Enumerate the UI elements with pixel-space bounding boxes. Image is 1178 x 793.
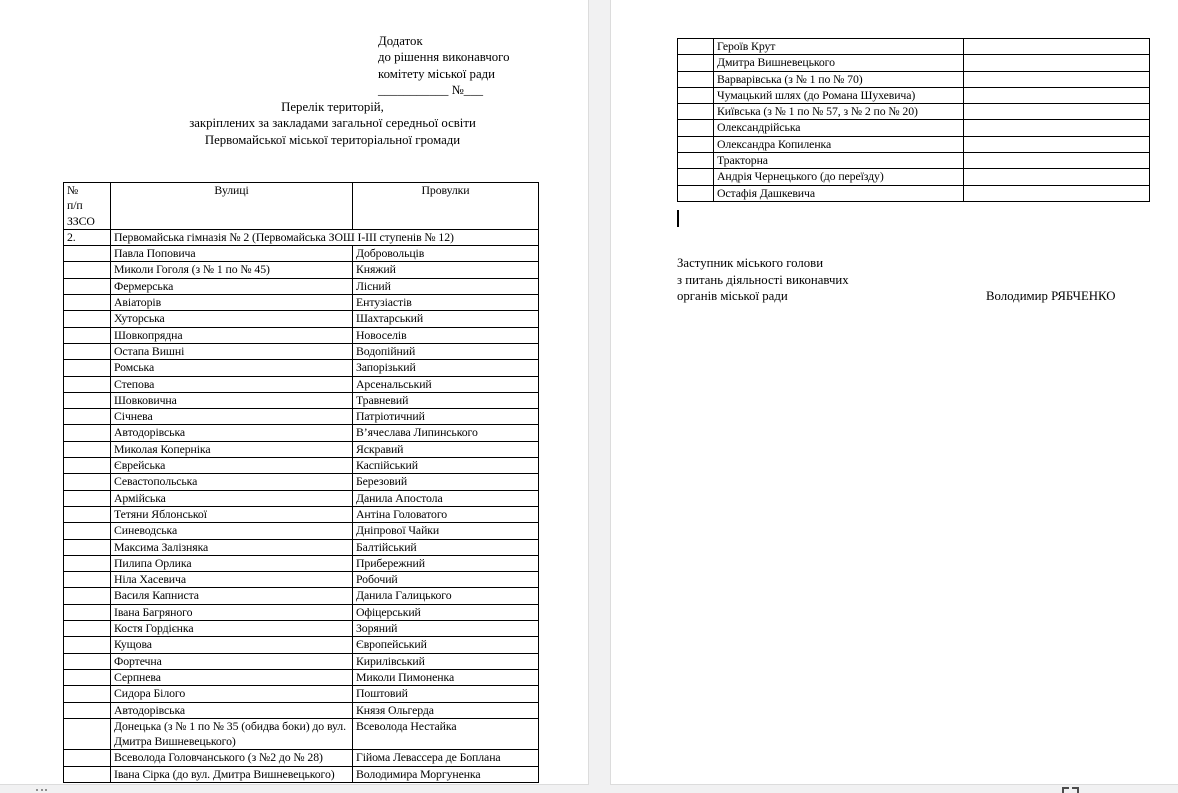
table-header-row bbox=[64, 183, 539, 230]
cell-lane[interactable]: Ентузіастів bbox=[353, 295, 539, 311]
cell-lane[interactable]: Кирилівський bbox=[353, 653, 539, 669]
cell-lane[interactable]: Патріотичний bbox=[353, 409, 539, 425]
cell-lane[interactable]: Гійома Левассера де Боплана bbox=[353, 750, 539, 766]
cell-empty[interactable] bbox=[964, 120, 1150, 136]
cell-empty[interactable] bbox=[64, 376, 111, 392]
table-row bbox=[64, 750, 539, 766]
table-row bbox=[64, 246, 539, 262]
cell-street[interactable]: Фортечна bbox=[111, 653, 353, 669]
cell-empty[interactable] bbox=[678, 169, 714, 185]
cell-street[interactable]: Кущова bbox=[111, 637, 353, 653]
cell-street[interactable]: Фермерська bbox=[111, 278, 353, 294]
cell-empty[interactable] bbox=[64, 621, 111, 637]
cell-street[interactable]: Сидора Білого bbox=[111, 686, 353, 702]
header-lanes-cell[interactable]: Провулки bbox=[353, 183, 539, 230]
cell-street[interactable]: Миколи Гоголя (з № 1 по № 45) bbox=[111, 262, 353, 278]
cell-lane[interactable]: Всеволода Нестайка bbox=[353, 718, 539, 750]
cell-empty[interactable] bbox=[678, 120, 714, 136]
cell-lane[interactable]: Данила Апостола bbox=[353, 490, 539, 506]
cell-empty[interactable] bbox=[64, 425, 111, 441]
signature-name[interactable]: Володимир РЯБЧЕНКО bbox=[986, 289, 1116, 304]
cell-lane[interactable]: Каспійський bbox=[353, 458, 539, 474]
cell-empty[interactable] bbox=[64, 539, 111, 555]
table-row bbox=[64, 718, 539, 750]
table-row bbox=[64, 360, 539, 376]
cell-empty[interactable] bbox=[64, 441, 111, 457]
cell-street[interactable]: Ромська bbox=[111, 360, 353, 376]
cell-school-num[interactable]: 2. bbox=[64, 229, 111, 245]
annex-number-line[interactable]: ___________ №___ bbox=[378, 83, 483, 98]
table-row bbox=[64, 441, 539, 457]
school-row bbox=[64, 229, 539, 245]
cell-street[interactable]: Всеволода Головчанського (з №2 до № 28) bbox=[111, 750, 353, 766]
cell-empty[interactable] bbox=[64, 343, 111, 359]
table-row bbox=[64, 409, 539, 425]
cell-street[interactable]: Автодорівська bbox=[111, 702, 353, 718]
cell-empty[interactable] bbox=[964, 185, 1150, 201]
cell-empty[interactable] bbox=[64, 360, 111, 376]
cell-street[interactable]: Пилипа Орлика bbox=[111, 555, 353, 571]
text-cursor bbox=[677, 210, 679, 227]
table-row bbox=[64, 637, 539, 653]
cell-lane[interactable]: Європейський bbox=[353, 637, 539, 653]
cell-lane[interactable]: Водопійний bbox=[353, 343, 539, 359]
annex-reference[interactable] bbox=[378, 33, 509, 99]
table-row bbox=[64, 376, 539, 392]
cell-street[interactable]: Остапа Вишні bbox=[111, 343, 353, 359]
title-line[interactable]: Первомайської міської територіальної громади bbox=[204, 132, 461, 147]
table-row bbox=[64, 621, 539, 637]
cell-value[interactable]: Варварівська (з № 1 по № 70) bbox=[714, 71, 964, 87]
cell-empty[interactable] bbox=[64, 278, 111, 294]
cell-lane[interactable]: Робочий bbox=[353, 572, 539, 588]
cell-lane[interactable]: Добровольців bbox=[353, 246, 539, 262]
title-line[interactable]: Перелік територій, bbox=[281, 100, 384, 114]
cell-empty[interactable] bbox=[964, 55, 1150, 71]
annex-line[interactable]: до рішення виконавчого bbox=[378, 50, 510, 65]
cell-value[interactable]: Остафія Дашкевича bbox=[714, 185, 964, 201]
cell-street[interactable]: Максима Залізняка bbox=[111, 539, 353, 555]
cell-lane[interactable]: Офіцерський bbox=[353, 604, 539, 620]
cell-street[interactable]: Василя Капниста bbox=[111, 588, 353, 604]
streets-table-page2[interactable] bbox=[677, 38, 1150, 202]
cell-empty[interactable] bbox=[678, 104, 714, 120]
document-page-2[interactable] bbox=[610, 0, 1178, 785]
cell-street[interactable]: Січнева bbox=[111, 409, 353, 425]
cell-empty[interactable] bbox=[64, 750, 111, 766]
table-row bbox=[64, 766, 539, 782]
table-row bbox=[64, 653, 539, 669]
cell-empty[interactable] bbox=[678, 136, 714, 152]
cell-empty[interactable] bbox=[64, 262, 111, 278]
header-num-cell[interactable]: № п/п ЗЗСО bbox=[64, 183, 111, 230]
table-row bbox=[64, 669, 539, 685]
cell-street[interactable]: Шовкопрядна bbox=[111, 327, 353, 343]
cell-street[interactable]: Синеводська bbox=[111, 523, 353, 539]
cell-street[interactable]: Ніла Хасевича bbox=[111, 572, 353, 588]
annex-line[interactable]: комітету міської ради bbox=[378, 66, 495, 81]
cell-lane[interactable]: Запорізький bbox=[353, 360, 539, 376]
table-row bbox=[64, 523, 539, 539]
cell-lane[interactable]: Балтійський bbox=[353, 539, 539, 555]
table-row bbox=[678, 104, 1150, 120]
cell-lane[interactable]: Новоселів bbox=[353, 327, 539, 343]
table-row bbox=[64, 490, 539, 506]
cell-empty[interactable] bbox=[64, 702, 111, 718]
cell-empty[interactable] bbox=[64, 653, 111, 669]
table-row bbox=[64, 425, 539, 441]
table-row bbox=[64, 327, 539, 343]
cell-empty[interactable] bbox=[678, 185, 714, 201]
annex-line[interactable]: Додаток bbox=[378, 34, 423, 48]
table-row bbox=[678, 185, 1150, 201]
table-row bbox=[678, 71, 1150, 87]
cell-empty[interactable] bbox=[64, 686, 111, 702]
signature-position-line[interactable]: Заступник міського голови bbox=[677, 256, 824, 270]
table-row bbox=[64, 278, 539, 294]
cell-empty[interactable] bbox=[964, 153, 1150, 169]
cell-street[interactable]: Авіаторів bbox=[111, 295, 353, 311]
table-row bbox=[678, 169, 1150, 185]
cell-empty[interactable] bbox=[64, 327, 111, 343]
cell-empty[interactable] bbox=[678, 87, 714, 103]
cell-lane[interactable]: Травневий bbox=[353, 392, 539, 408]
cell-empty[interactable] bbox=[64, 392, 111, 408]
table-row bbox=[64, 392, 539, 408]
signature-position-line[interactable]: органів міської ради bbox=[677, 289, 788, 304]
table-row bbox=[678, 55, 1150, 71]
cell-lane[interactable]: Березовий bbox=[353, 474, 539, 490]
table-row bbox=[678, 87, 1150, 103]
cell-value[interactable]: Дмитра Вишневецького bbox=[714, 55, 964, 71]
cell-empty[interactable] bbox=[964, 136, 1150, 152]
table-row bbox=[64, 311, 539, 327]
cell-school-name[interactable]: Первомайська гімназія № 2 (Первомайська ЗОШ І-ІІІ ступенів № 12) bbox=[111, 229, 539, 245]
cell-empty[interactable] bbox=[64, 669, 111, 685]
cell-empty[interactable] bbox=[64, 458, 111, 474]
cell-lane[interactable]: Миколи Пимоненка bbox=[353, 669, 539, 685]
cell-street[interactable]: Серпнева bbox=[111, 669, 353, 685]
cell-value[interactable]: Олександрійська bbox=[714, 120, 964, 136]
table-row bbox=[64, 295, 539, 311]
cell-lane[interactable]: Арсенальський bbox=[353, 376, 539, 392]
cell-lane[interactable]: Зоряний bbox=[353, 621, 539, 637]
cell-empty[interactable] bbox=[678, 153, 714, 169]
cell-empty[interactable] bbox=[64, 637, 111, 653]
table-row bbox=[64, 572, 539, 588]
cell-lane[interactable]: Дніпрової Чайки bbox=[353, 523, 539, 539]
cut-off-artifact-bottom-right bbox=[1062, 787, 1079, 793]
title-line[interactable]: закріплених за закладами загальної середньої освіти bbox=[189, 116, 476, 131]
cell-lane[interactable]: Княжий bbox=[353, 262, 539, 278]
cell-street[interactable]: Івана Багряного bbox=[111, 604, 353, 620]
cell-empty[interactable] bbox=[964, 104, 1150, 120]
table-row bbox=[64, 604, 539, 620]
cell-empty[interactable] bbox=[64, 555, 111, 571]
streets-table-page1[interactable] bbox=[63, 182, 539, 783]
cell-empty[interactable] bbox=[64, 572, 111, 588]
cell-empty[interactable] bbox=[64, 506, 111, 522]
cell-lane[interactable]: Лісний bbox=[353, 278, 539, 294]
cell-lane[interactable]: Данила Галицького bbox=[353, 588, 539, 604]
cell-street[interactable]: Єврейська bbox=[111, 458, 353, 474]
cell-lane[interactable]: Прибережний bbox=[353, 555, 539, 571]
table-row bbox=[64, 343, 539, 359]
table-row bbox=[64, 588, 539, 604]
signature-position-line[interactable]: з питань діяльності виконавчих bbox=[677, 272, 849, 287]
cell-street[interactable]: Армійська bbox=[111, 490, 353, 506]
cell-value[interactable]: Київська (з № 1 по № 57, з № 2 по № 20) bbox=[714, 104, 964, 120]
cell-empty[interactable] bbox=[964, 87, 1150, 103]
cell-empty[interactable] bbox=[64, 246, 111, 262]
cell-empty[interactable] bbox=[64, 295, 111, 311]
cell-street[interactable]: Тетяни Яблонської bbox=[111, 506, 353, 522]
table-row bbox=[678, 136, 1150, 152]
table-row bbox=[64, 686, 539, 702]
document-title[interactable] bbox=[0, 99, 665, 148]
cell-value[interactable]: Чумацький шлях (до Романа Шухевича) bbox=[714, 87, 964, 103]
cell-empty[interactable] bbox=[64, 523, 111, 539]
cell-empty[interactable] bbox=[64, 588, 111, 604]
cell-value[interactable]: Олександра Копиленка bbox=[714, 136, 964, 152]
cell-empty[interactable] bbox=[678, 39, 714, 55]
cell-street[interactable]: Костя Гордієнка bbox=[111, 621, 353, 637]
cell-empty[interactable] bbox=[64, 490, 111, 506]
cell-empty[interactable] bbox=[64, 474, 111, 490]
cell-value[interactable]: Андрія Чернецького (до переїзду) bbox=[714, 169, 964, 185]
signature-block[interactable] bbox=[677, 255, 1157, 305]
cell-street[interactable]: Донецька (з № 1 по № 35 (обидва боки) до вул. Дмитра Вишневецького) bbox=[111, 718, 353, 750]
document-page-1[interactable] bbox=[0, 0, 589, 785]
cell-lane[interactable]: Поштовий bbox=[353, 686, 539, 702]
cell-value[interactable]: Тракторна bbox=[714, 153, 964, 169]
cell-empty[interactable] bbox=[64, 718, 111, 750]
cell-lane[interactable]: Князя Ольгерда bbox=[353, 702, 539, 718]
table-row bbox=[64, 539, 539, 555]
cell-lane[interactable]: Володимира Моргуненка bbox=[353, 766, 539, 782]
cell-value[interactable]: Героїв Крут bbox=[714, 39, 964, 55]
cut-off-artifact-bottom-left bbox=[36, 789, 47, 793]
cell-street[interactable]: Шовковична bbox=[111, 392, 353, 408]
table-row bbox=[64, 474, 539, 490]
cell-street[interactable]: Севастопольська bbox=[111, 474, 353, 490]
cell-empty[interactable] bbox=[64, 766, 111, 782]
table-row bbox=[64, 458, 539, 474]
table-row bbox=[64, 555, 539, 571]
cell-empty[interactable] bbox=[64, 311, 111, 327]
cell-street[interactable]: Миколая Коперніка bbox=[111, 441, 353, 457]
cell-street[interactable]: Хуторська bbox=[111, 311, 353, 327]
cell-street[interactable]: Автодорівська bbox=[111, 425, 353, 441]
table-row bbox=[678, 153, 1150, 169]
table-row bbox=[64, 702, 539, 718]
cell-street[interactable]: Павла Поповича bbox=[111, 246, 353, 262]
header-streets-cell[interactable]: Вулиці bbox=[111, 183, 353, 230]
cell-empty[interactable] bbox=[964, 39, 1150, 55]
cell-empty[interactable] bbox=[64, 409, 111, 425]
cell-empty[interactable] bbox=[964, 169, 1150, 185]
table-row bbox=[64, 506, 539, 522]
table-row bbox=[678, 120, 1150, 136]
table-row bbox=[64, 262, 539, 278]
cell-lane[interactable]: Антіна Головатого bbox=[353, 506, 539, 522]
table-row bbox=[678, 39, 1150, 55]
cell-empty[interactable] bbox=[678, 71, 714, 87]
cell-empty[interactable] bbox=[678, 55, 714, 71]
cell-lane[interactable]: В’ячеслава Липинського bbox=[353, 425, 539, 441]
cell-lane[interactable]: Шахтарський bbox=[353, 311, 539, 327]
cell-street[interactable]: Івана Сірка (до вул. Дмитра Вишневецького) bbox=[111, 766, 353, 782]
cell-empty[interactable] bbox=[964, 71, 1150, 87]
cell-lane[interactable]: Яскравий bbox=[353, 441, 539, 457]
cell-street[interactable]: Степова bbox=[111, 376, 353, 392]
cell-empty[interactable] bbox=[64, 604, 111, 620]
